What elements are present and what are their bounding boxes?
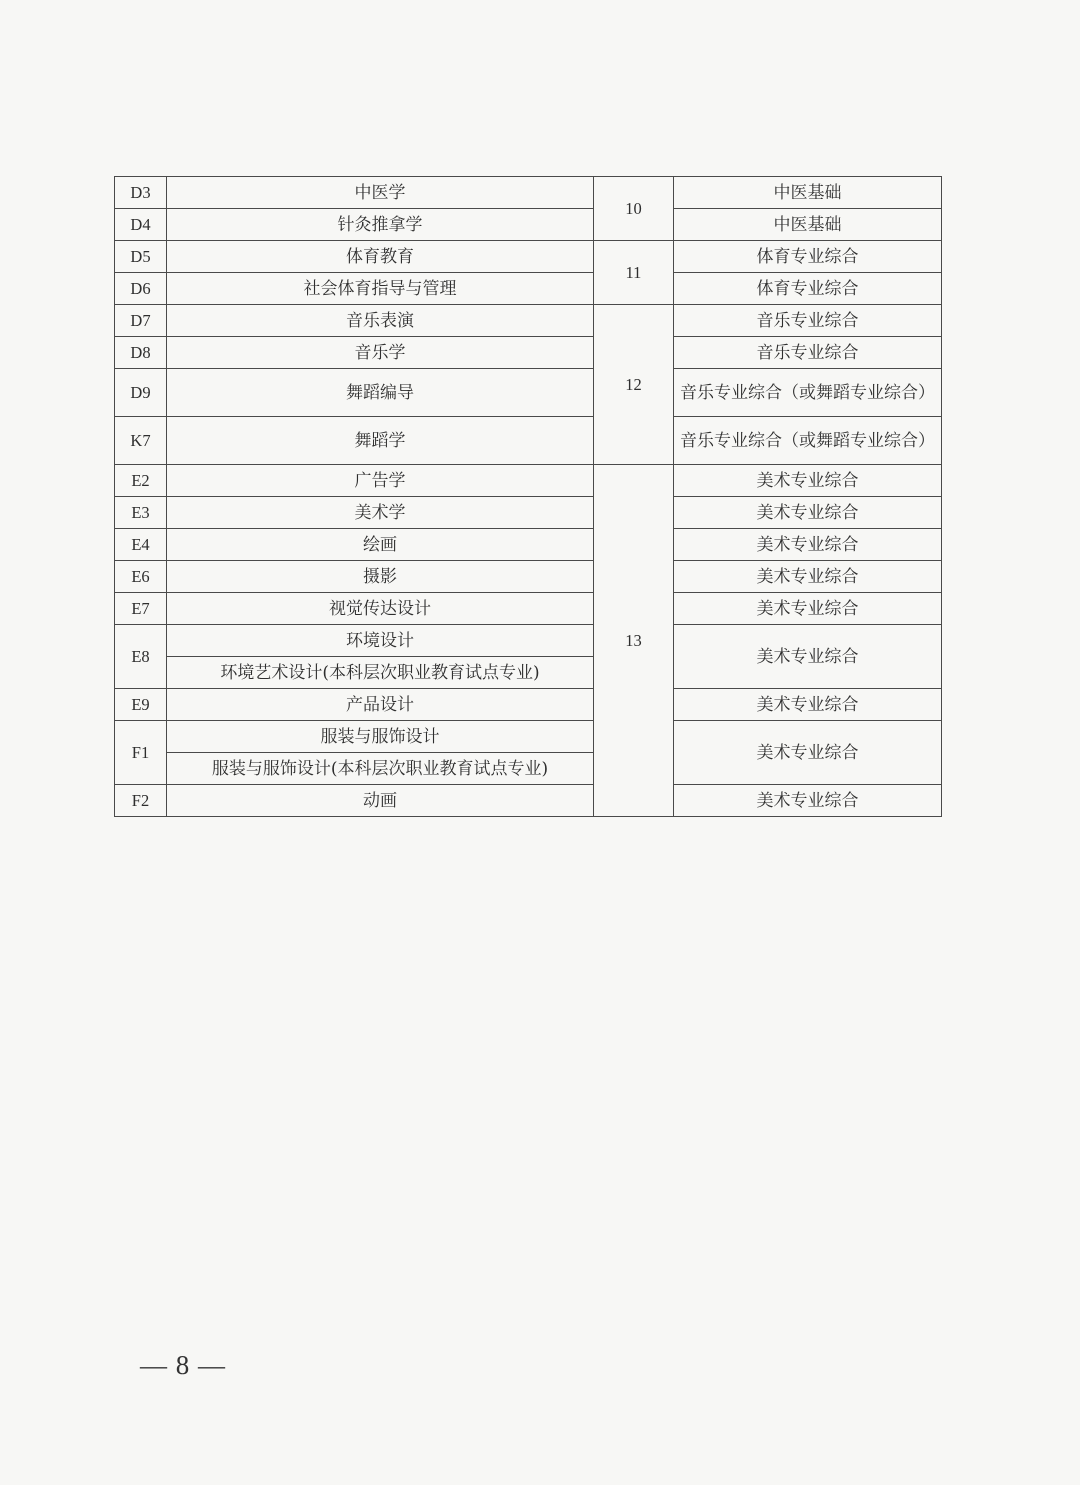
table-row [115,497,942,529]
page-number: — 8 — [140,1350,226,1380]
table-row [115,689,942,721]
major-code: K7 [115,417,167,465]
table-row [115,337,942,369]
major-code: D4 [115,209,167,241]
table-row [115,785,942,817]
major-code: D7 [115,305,167,337]
major-name: 环境设计 [167,625,594,657]
major-name: 广告学 [167,465,594,497]
major-name: 美术学 [167,497,594,529]
major-name: 产品设计 [167,689,594,721]
major-name: 针灸推拿学 [167,209,594,241]
exam-subject: 美术专业综合 [674,593,942,625]
major-name: 摄影 [167,561,594,593]
exam-subject: 体育专业综合 [674,241,942,273]
exam-subject: 美术专业综合 [674,625,942,689]
major-code: E9 [115,689,167,721]
major-code: F1 [115,721,167,785]
major-name: 中医学 [167,177,594,209]
exam-subject: 音乐专业综合 [674,337,942,369]
major-name: 动画 [167,785,594,817]
major-code: E8 [115,625,167,689]
table-row [115,241,942,273]
exam-subject: 美术专业综合 [674,785,942,817]
major-name: 视觉传达设计 [167,593,594,625]
group-number: 11 [594,241,674,305]
table-row [115,369,942,417]
major-code: D6 [115,273,167,305]
major-name: 社会体育指导与管理 [167,273,594,305]
major-code: F2 [115,785,167,817]
major-code: E7 [115,593,167,625]
major-code: E3 [115,497,167,529]
table-row [115,625,942,657]
exam-subject: 音乐专业综合（或舞蹈专业综合） [674,369,942,417]
table-row [115,721,942,753]
exam-subject: 美术专业综合 [674,689,942,721]
exam-subject: 体育专业综合 [674,273,942,305]
major-name: 绘画 [167,529,594,561]
major-name: 音乐表演 [167,305,594,337]
major-subject-table [114,176,942,817]
exam-subject: 中医基础 [674,177,942,209]
table-row [115,529,942,561]
exam-subject: 音乐专业综合 [674,305,942,337]
major-name: 舞蹈学 [167,417,594,465]
table-row [115,177,942,209]
major-name: 音乐学 [167,337,594,369]
group-number: 12 [594,305,674,465]
major-code: D5 [115,241,167,273]
exam-subject: 美术专业综合 [674,561,942,593]
exam-subject: 音乐专业综合（或舞蹈专业综合） [674,417,942,465]
major-code: D3 [115,177,167,209]
table-row [115,417,942,465]
major-code: E6 [115,561,167,593]
major-code: E2 [115,465,167,497]
major-name-pilot: 环境艺术设计(本科层次职业教育试点专业) [167,657,594,689]
table-row [115,593,942,625]
major-name: 服装与服饰设计 [167,721,594,753]
exam-subject: 美术专业综合 [674,721,942,785]
table-row [115,561,942,593]
exam-subject: 美术专业综合 [674,465,942,497]
exam-subject: 美术专业综合 [674,529,942,561]
group-number: 10 [594,177,674,241]
major-name-pilot: 服装与服饰设计(本科层次职业教育试点专业) [167,753,594,785]
table-row [115,209,942,241]
major-name: 体育教育 [167,241,594,273]
exam-subject: 中医基础 [674,209,942,241]
major-code: D9 [115,369,167,417]
table-row [115,273,942,305]
major-name: 舞蹈编导 [167,369,594,417]
major-code: E4 [115,529,167,561]
table-row [115,465,942,497]
table-row [115,305,942,337]
group-number: 13 [594,465,674,817]
major-code: D8 [115,337,167,369]
exam-subject: 美术专业综合 [674,497,942,529]
